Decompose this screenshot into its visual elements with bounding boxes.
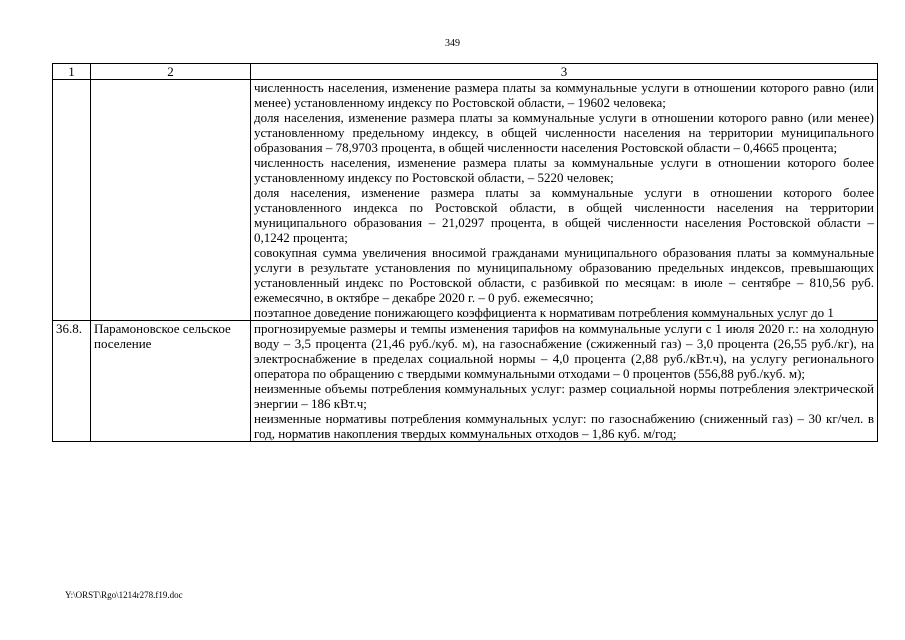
column-header-2: 2 — [91, 64, 251, 80]
file-path-footer: Y:\ORST\Rgo\1214r278.f19.doc — [65, 590, 183, 600]
paragraph: численность населения, изменение размера платы за коммунальные услуги в отношении которого равно (или менее) установленному индексу по Ростовской области, – 19602 человека; — [254, 80, 874, 110]
paragraph: прогнозируемые размеры и темпы изменения тарифов на коммунальные услуги с 1 июля 2020 г.: на холодную воду – 3,5 процента (21,46 руб./куб. м), на газоснабжение (сжиженный газ) – 3,0 процента (26,55 руб./кг), на электроснабжение в пределах социальной нормы – 4,0 процента (2,88 руб./кВт.ч), на услугу регионального оператора по обращению с твердыми коммунальными отходами – 0 процентов (556,88 руб./куб. м); — [254, 321, 874, 381]
row-description — [251, 321, 878, 442]
paragraph: поэтапное доведение понижающего коэффициента к нормативам потребления коммунальных услуг до 1 — [254, 305, 834, 320]
page-number: 349 — [445, 38, 460, 49]
table-row — [53, 80, 878, 321]
paragraph: доля населения, изменение размера платы за коммунальные услуги в отношении которого более установленного индекса по Ростовской области, в общей численности населения на территории муниципального образования – 21,0297 процента, в общей численности населения Ростовской области – 0,1242 процента; — [254, 185, 874, 245]
municipality-name: Парамоновское сельское поселение — [91, 321, 251, 442]
document-table — [52, 63, 878, 442]
column-header-3: 3 — [251, 64, 878, 80]
paragraph: неизменные объемы потребления коммунальных услуг: размер социальной нормы потребления электрической энергии – 186 кВт.ч; — [254, 381, 874, 411]
row-description — [251, 80, 878, 321]
row-number — [53, 80, 91, 321]
paragraph: совокупная сумма увеличения вносимой гражданами муниципального образования платы за коммунальные услуги в результате установления по муниципальному образованию предельных индексов, превышающих установленный индекс по Ростовской области, с разбивкой по месяцам: в июле – сентябре – 810,56 руб. ежемесячно, в октябре – декабре 2020 г. – 0 руб. ежемесячно; — [254, 245, 874, 305]
column-header-1: 1 — [53, 64, 91, 80]
paragraph: численность населения, изменение размера платы за коммунальные услуги в отношении которого более установленному индексу по Ростовской области, – 5220 человек; — [254, 155, 874, 185]
municipality-name — [91, 80, 251, 321]
table-row — [53, 321, 878, 442]
paragraph: доля населения, изменение размера платы за коммунальные услуги в отношении которого равно (или менее) установленному предельному индексу, в общей численности населения на территории муниципального образования – 78,9703 процента, в общей численности населения Ростовской области – 0,4665 процента; — [254, 110, 874, 155]
table-header-row — [53, 64, 878, 80]
paragraph: неизменные нормативы потребления коммунальных услуг: по газоснабжению (сниженный газ) – 30 кг/чел. в год, норматив накопления твердых коммунальных отходов – 1,86 куб. м/год; — [254, 411, 874, 441]
row-number: 36.8. — [53, 321, 91, 442]
